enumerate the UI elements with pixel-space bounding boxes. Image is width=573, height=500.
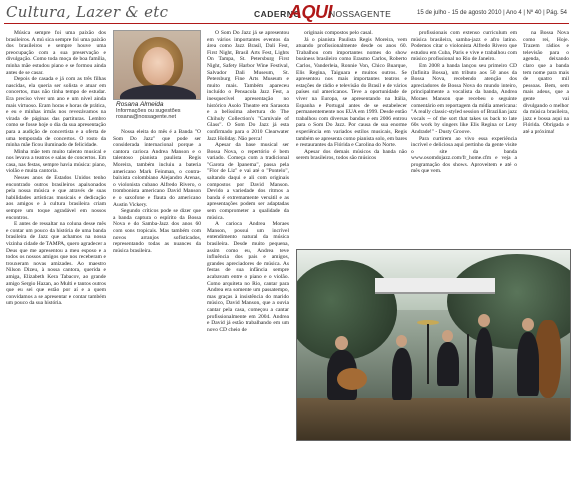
paragraph: na Bossa Nova como rei, Hoje. Trazem rádios e televisão para o agenda, deixando claro que a banda tem nome para mais de quatro mil pessoas. Bem, sem mais adeus, que a gente vai divulgando o melhor da música brasileira, jazz e bossa aqui na Flórida. Obrigada e até a próxima! xyxy=(523,30,569,135)
article-column-6 xyxy=(523,30,569,136)
article-column-2 xyxy=(113,129,201,254)
caderno-label: CADERNO xyxy=(254,9,301,19)
band-photo xyxy=(296,249,571,441)
paragraph: Segundo críticos pode se dizer que a banda captura o espírito da Bossa Nova e do Samba-Jazz dos anos 60 com sons tropicais. Mas também com novos arranjos sofisticados, representando todas as nuances da música brasileira. xyxy=(113,208,201,254)
article-column-3 xyxy=(207,30,289,333)
article-column-1 xyxy=(6,30,106,307)
author-photo-box xyxy=(113,30,201,127)
author-email: rosana@nossagente.net xyxy=(116,114,177,121)
photo-tent xyxy=(375,278,495,294)
paragraph: Música sempre foi uma paixão dos brasileiros. A mú sica sempre foi uma paixão dos brasileiros e sempre houve uma preocupação com a sua preservação e divulgação. Como toda moça de boa família, minha mãe estudou piano e se formou ainda antes de se casar. xyxy=(6,30,106,76)
paragraph: E antes de ressaltar na coluna desse mês e contar um pouco da história de uma banda brasileira de Jazz que achamos na nossa vizinha cidade de TAMPA, quero agradecer a Deus que me apresentou a meu esposo e a todos os nossos amigos que nos receberam e trouxeram novas amizades. Ao maestro Nilson Dizeu, à nossa cantora, querida e amiga, Elizabeth Kera Tabacov, ao grande amigo Sergio Hazan, ao Multi e tantos outros que eu sei que estão por aí e a quem convidamos a se apresentar e contar também um pouco da sua história. xyxy=(6,221,106,307)
paragraph: Apesar dos demais músicos da banda não serem brasileiros, todos são músicos xyxy=(296,148,407,162)
musician-head xyxy=(522,318,534,331)
caption-line: Informações ou sugestões xyxy=(116,108,181,115)
paragraph: Para curtirem ao vivo essa experiência incrível e deliciosa aqui pertinho da gente visite o site da banda www.osomdojazz.com/fr_home.cfm e veja a programação dos shows. Aproveitem e até o mês que vem. xyxy=(411,135,517,175)
musician-bassist xyxy=(517,332,539,396)
nossagente-label: NOSSAGENTE xyxy=(329,9,392,19)
mic-stand xyxy=(427,324,429,384)
paragraph: originais compostos pelo casal. xyxy=(304,30,373,36)
page-header xyxy=(4,2,569,24)
musician-head xyxy=(442,330,453,342)
musician-head xyxy=(396,335,407,347)
paragraph: O Som Do Jazz já se apresentou em vários importantes eventos da área como Jazz Brasil, Dali Fest, First Night, Brasil Arts Fest, Lights On Tampa, St. Petersburg First Night, Safety Harbor Wine Festival, Salvador Dali Museum, St. Petersburg Fine Arts Museum e muito mais. Também apareceu incluído o Pensacola Jazz Fest, a inesquecível apresentação no histórico Asolo Theatre em Sarasota e a belíssima abertura do The Chihuly Collection's "Carnivale of Glass". O Som Do Jazz já esta confirmado para o 2010 Clearwater Jazz Holiday. Não perca! xyxy=(207,30,289,142)
portrait-shoulders xyxy=(120,85,196,100)
author-name: Rosana Almeida xyxy=(116,101,164,108)
article-column-5 xyxy=(411,30,517,175)
musician-head xyxy=(478,314,490,327)
photo-stage-floor xyxy=(297,398,571,441)
guitar xyxy=(337,368,367,390)
paragraph: Apesar da base musical ser Bossa Nova, o repertório é bem variado. Começa com a tradicional "Garota de Ipanema", passa pela "Flor de Liz" e vai até o "Pontelo", saltando daqui e ali com originais compostos por David Manson. Devido a variedade dos ritmos a banda é extremamente versátil e as apresentações podem ser adaptadas sem comprometer a qualidade da música. xyxy=(207,142,289,221)
paragraph: Minha mãe tem muito talento musical e nos levava a teatros e salas de concertos. Em casa, nas festas, sempre havia música: piano, violão e muita cantoria. xyxy=(6,148,106,175)
paragraph: Nesses anos de Estados Unidos tenho encontrado outros brasileiros apaixonados pela nossa música e que através de suas habilidades artísticas musicais e dedicação aos amigos e à cultura brasileira criam sempre um toque agradável em nossos encontros. xyxy=(6,175,106,221)
article-column-4 xyxy=(296,30,407,162)
paragraph: A carioca Andrea Moraes Manson, possui um incrível entendimento natural da música brasileira. Desde muito pequena, assim como eu, Andrea teve influência dos pais e amigos, grandes apreciadores de música. As festas de sua infância sempre acabavam entre o piano e o violão. Como arquiteta no Rio, cantar para Andrea era somente um passatempo, mas graças à insistência do marido músico, David Manson, que a ouvia cantar pela casa, começou a cantar profissionalmente em 2004. Andrea e David já estão trabalhando em um novo CD cheio de xyxy=(207,221,289,333)
paragraph: profissionais com extenso curriculum em música brasileira, samba-jazz e afro latino. Podemos citar o violonista Alfredo Rivero que estudou em Cuba, Paris e vive e trabalhou com músico profissional no Rio de Janeiro. xyxy=(411,30,517,63)
paragraph: Em 2008 a banda lançou seu primeiro CD (Infinita Bossa), um tributo aos 50 anos da Bossa Nova, recebendo atenção dos apreciadores de Bossa Nova do mundo inteiro, principalmente a vocalista da banda, Andrea Moraes Manson que recebeu o seguinte comentário em reportagem da mídia americana: "A really classic-styled session of Brazilian jazz vocals -- of the sort that takes us back to late 60s work by singers like Elis Regina or Leny Andrade!" - Dusty Groove. xyxy=(411,62,517,135)
mic-stand xyxy=(467,334,469,398)
musician-singer xyxy=(475,328,493,398)
musician-sax xyxy=(392,348,412,400)
paragraph: Nossa eleita do mês é a Banda "O Som Do Jazz" que pode ser considerada internacional porque a cantora carioca Andrea Manson e o talentoso pianista paulista Regis Moreira, também incluiu a bateria americano Mark Feinman, o contra-baixista colombiano Alejandro Arenas, o violonista cubano Alfredo Rivero, o trombonista americano David Manson e o saxofone e flauta do americano Austin Vickery. xyxy=(113,129,201,208)
aqui-logo: AQUI xyxy=(289,2,332,22)
paragraph: Depois de casada e já com as três filhas nascidas, ela queria ser solista e atuar em concertos, mas não tinha tempo de estudar. Era preciso viver um ano e um nível ainda mais virtuoso. Eram horas e horas de prática, e eu e minhas irmãs nos revezávamos na virada de páginas das partituras. Lembro como se fosse hoje o dia da sua apresentação para a audição de concertista e a oferta de uma temporada de concertos. O rosto da minha mãe ficou iluminado de felicidade. xyxy=(6,76,106,149)
issue-info: 15 de julho - 15 de agosto 2010 | Ano 4 | Nº 40 | Pág. 54 xyxy=(417,10,567,16)
paragraph: Já o pianista Paulista Regis Moreira, vem atuando profissionalmente desde os anos 60. Trabalhou com importantes nomes do show business brasileiro como Erasmo Carlos, Roberto Carlos, Vanderleia, Ronnie Von, Chico Buarque, Elis Regina, Taiguara e muitos outros. Se apresentou nos mais importantes teatros e estações de rádio e televisão do Brasil e de vários países sul americanos. Teve a oportunidade de viver na Europa, se apresentando na Itália, Espanha e Portugal antes de se estabelecer permanentemente nos EUA em 1999. Desde então trabalhou com diversas bandas e em 2006 entrou para o Som Do Jazz. Por causa de sua enorme experiência em variados estilos musicais, Regis também se apresenta como pianista solo, em bares e restaurantes da Flórida e Carolina do Norte. xyxy=(296,36,407,149)
section-title: Cultura, Lazer & etc xyxy=(6,3,169,21)
portrait-face xyxy=(142,47,174,85)
author-caption xyxy=(116,102,181,121)
author-portrait xyxy=(113,30,201,100)
musician-drummer xyxy=(437,342,459,386)
musician-head xyxy=(335,336,348,350)
